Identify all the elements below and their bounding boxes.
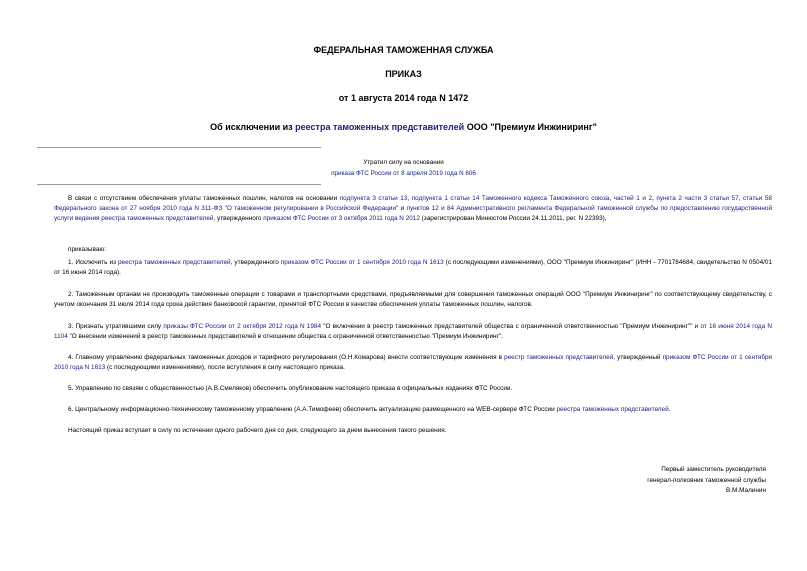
agency-heading: ФЕДЕРАЛЬНАЯ ТАМОЖЕННАЯ СЛУЖБА — [313, 45, 494, 55]
link-order-1613-b[interactable]: приказом ФТС России от 1 сентября 2010 года N 1613 — [54, 354, 772, 371]
item-4-text-1: 4. Главному управлению федеральных таможенных доходов и тарифного регулирования (О.Н.Комарова) внести соответствующие изменения в — [68, 354, 505, 361]
item-4-text-2: , утвержденный — [613, 354, 663, 361]
title-registry-link[interactable]: реестра таможенных представителей — [295, 122, 465, 132]
item-5-text: 5. Управлению по связям с общественностью (А.В.Смеляков) обеспечить опубликование настоящего приказа в официальных изданиях ФТС России. — [68, 385, 513, 392]
link-registry-3[interactable]: реестра таможенных представителей — [556, 406, 669, 413]
link-parts-1-2[interactable]: частей 1 и 2 — [613, 195, 653, 202]
item-1-text-2: , утвержденного — [230, 259, 281, 266]
item-6-text-1: 6. Центральному информационно-техническому таможенному управлению (А.А.Тимофеев) обеспечить актуализацию размещенного на WEB-сервере ФТС России — [68, 406, 557, 413]
effective-date-paragraph — [54, 426, 772, 436]
item-2-text: 2. Таможенным органам не производить таможенные операции с товарами и транспортными средствами, предъявляемыми для совершения таможенных операций ООО "Премиум Инжиниринг" по соответствующему свидетельству, с учетом окончания 31 июля 2014 года срока действия банковской гарантии, принятой ФТС России в качестве обеспечения уплаты таможенных пошлин, налогов. — [54, 291, 772, 308]
status-note — [0, 157, 807, 179]
link-federal-law-311[interactable]: статьи 58 Федерального закона от 27 ноября 2010 года N 311-ФЗ "О таможенном регулировании в Российской Федерации" — [54, 195, 772, 212]
item-4-text-3: (с последующими изменениями), после вступления в силу настоящего приказа. — [105, 364, 345, 371]
signature-position: Первый заместитель руководителя — [661, 466, 766, 473]
preamble-text-3: , — [609, 195, 614, 202]
preamble-text-7: , утвержденного — [213, 215, 264, 222]
item-2-paragraph — [54, 290, 772, 310]
preamble-paragraph — [54, 194, 772, 224]
item-4-paragraph — [54, 353, 772, 373]
divider-top — [37, 147, 321, 148]
link-order-1613-a[interactable]: приказом ФТС России от 1 сентября 2010 года N 1613 — [280, 259, 444, 266]
preamble-text-6: и — [398, 205, 407, 212]
preamble-text-1: В связи с отсутствием обеспечения уплаты таможенных пошлин, налогов на основании — [68, 195, 340, 202]
item-3-paragraph — [54, 322, 772, 342]
item-3-text-3: "О внесении изменений в реестр таможенных представителей в отношении общества с ограниченной ответственностью "Премиум Инжиниринг". — [67, 333, 503, 340]
item-6-paragraph — [54, 405, 772, 415]
item-1-paragraph — [54, 258, 772, 278]
signature-block — [647, 465, 766, 497]
divider-bottom — [37, 184, 321, 185]
item-1-text-3: (с последующими изменениями), ООО "Премиум Инжиниринг" (ИНН - 7701784684, свидетельство N 0504/01 от 16 июня 2014 года). — [54, 259, 773, 276]
link-admin-regulation[interactable]: пунктов 12 и 84 Административного регламента Федеральной таможенной службы по предоставлению государственной услуги ведения реестра таможенных представителей — [54, 205, 773, 222]
link-registry-2[interactable]: реестр таможенных представителей — [504, 354, 614, 361]
title-prefix: Об исключении из — [210, 122, 296, 132]
link-order-1104[interactable]: от 16 июня 2014 года N 1104 — [54, 323, 772, 340]
preamble-text-4: , — [652, 195, 657, 202]
order-word: приказываю: — [68, 246, 106, 253]
doc-type-heading: ПРИКАЗ — [385, 69, 422, 79]
title-suffix: ООО "Премиум Инжиниринг" — [464, 122, 597, 132]
link-art-57[interactable]: пункта 2 части 3 статьи 57 — [656, 195, 739, 202]
link-customs-code[interactable]: подпункта 1 статьи 14 Таможенного кодекса Таможенного союза — [411, 195, 610, 202]
signature-rank: генерал-полковник таможенной службы — [647, 476, 766, 484]
signature-name: В.М.Малинин — [725, 487, 766, 494]
link-registry-1[interactable]: реестра таможенных представителей — [118, 259, 231, 266]
document-title — [0, 122, 807, 132]
link-order-2012[interactable]: приказом ФТС России от 3 октября 2011 года N 2012 — [263, 215, 420, 222]
preamble-text-8: (зарегистрирован Минюстом России 24.11.2011, рег. N 22393), — [419, 215, 607, 222]
preamble-text-2: , — [407, 195, 412, 202]
item-3-text-1: 3. Признать утратившими силу — [68, 323, 164, 330]
preamble-text-5: , — [738, 195, 743, 202]
date-number-heading: от 1 августа 2014 года N 1472 — [338, 93, 469, 103]
link-subpoint-3-art-13[interactable]: подпункта 3 статьи 13 — [339, 195, 408, 202]
effective-date-text: Настоящий приказ вступает в силу по истечении одного рабочего дня со дня, следующего за днем вынесения такого решения. — [68, 427, 447, 434]
item-6-text-2: . — [668, 406, 671, 413]
status-repeal-link[interactable]: приказа ФТС России от 8 апреля 2019 года N 606 — [331, 170, 476, 177]
link-order-1984[interactable]: приказы ФТС России от 2 октября 2012 года N 1984 — [163, 323, 322, 330]
item-1-text-1: 1. Исключить из — [68, 259, 118, 266]
status-line: Утратил силу на основании — [363, 159, 444, 166]
item-3-text-2: "О включении в реестр таможенных представителей общества с ограниченной ответственностью "Премиум Инжиниринг"" и — [321, 323, 701, 330]
item-5-paragraph — [54, 384, 772, 394]
